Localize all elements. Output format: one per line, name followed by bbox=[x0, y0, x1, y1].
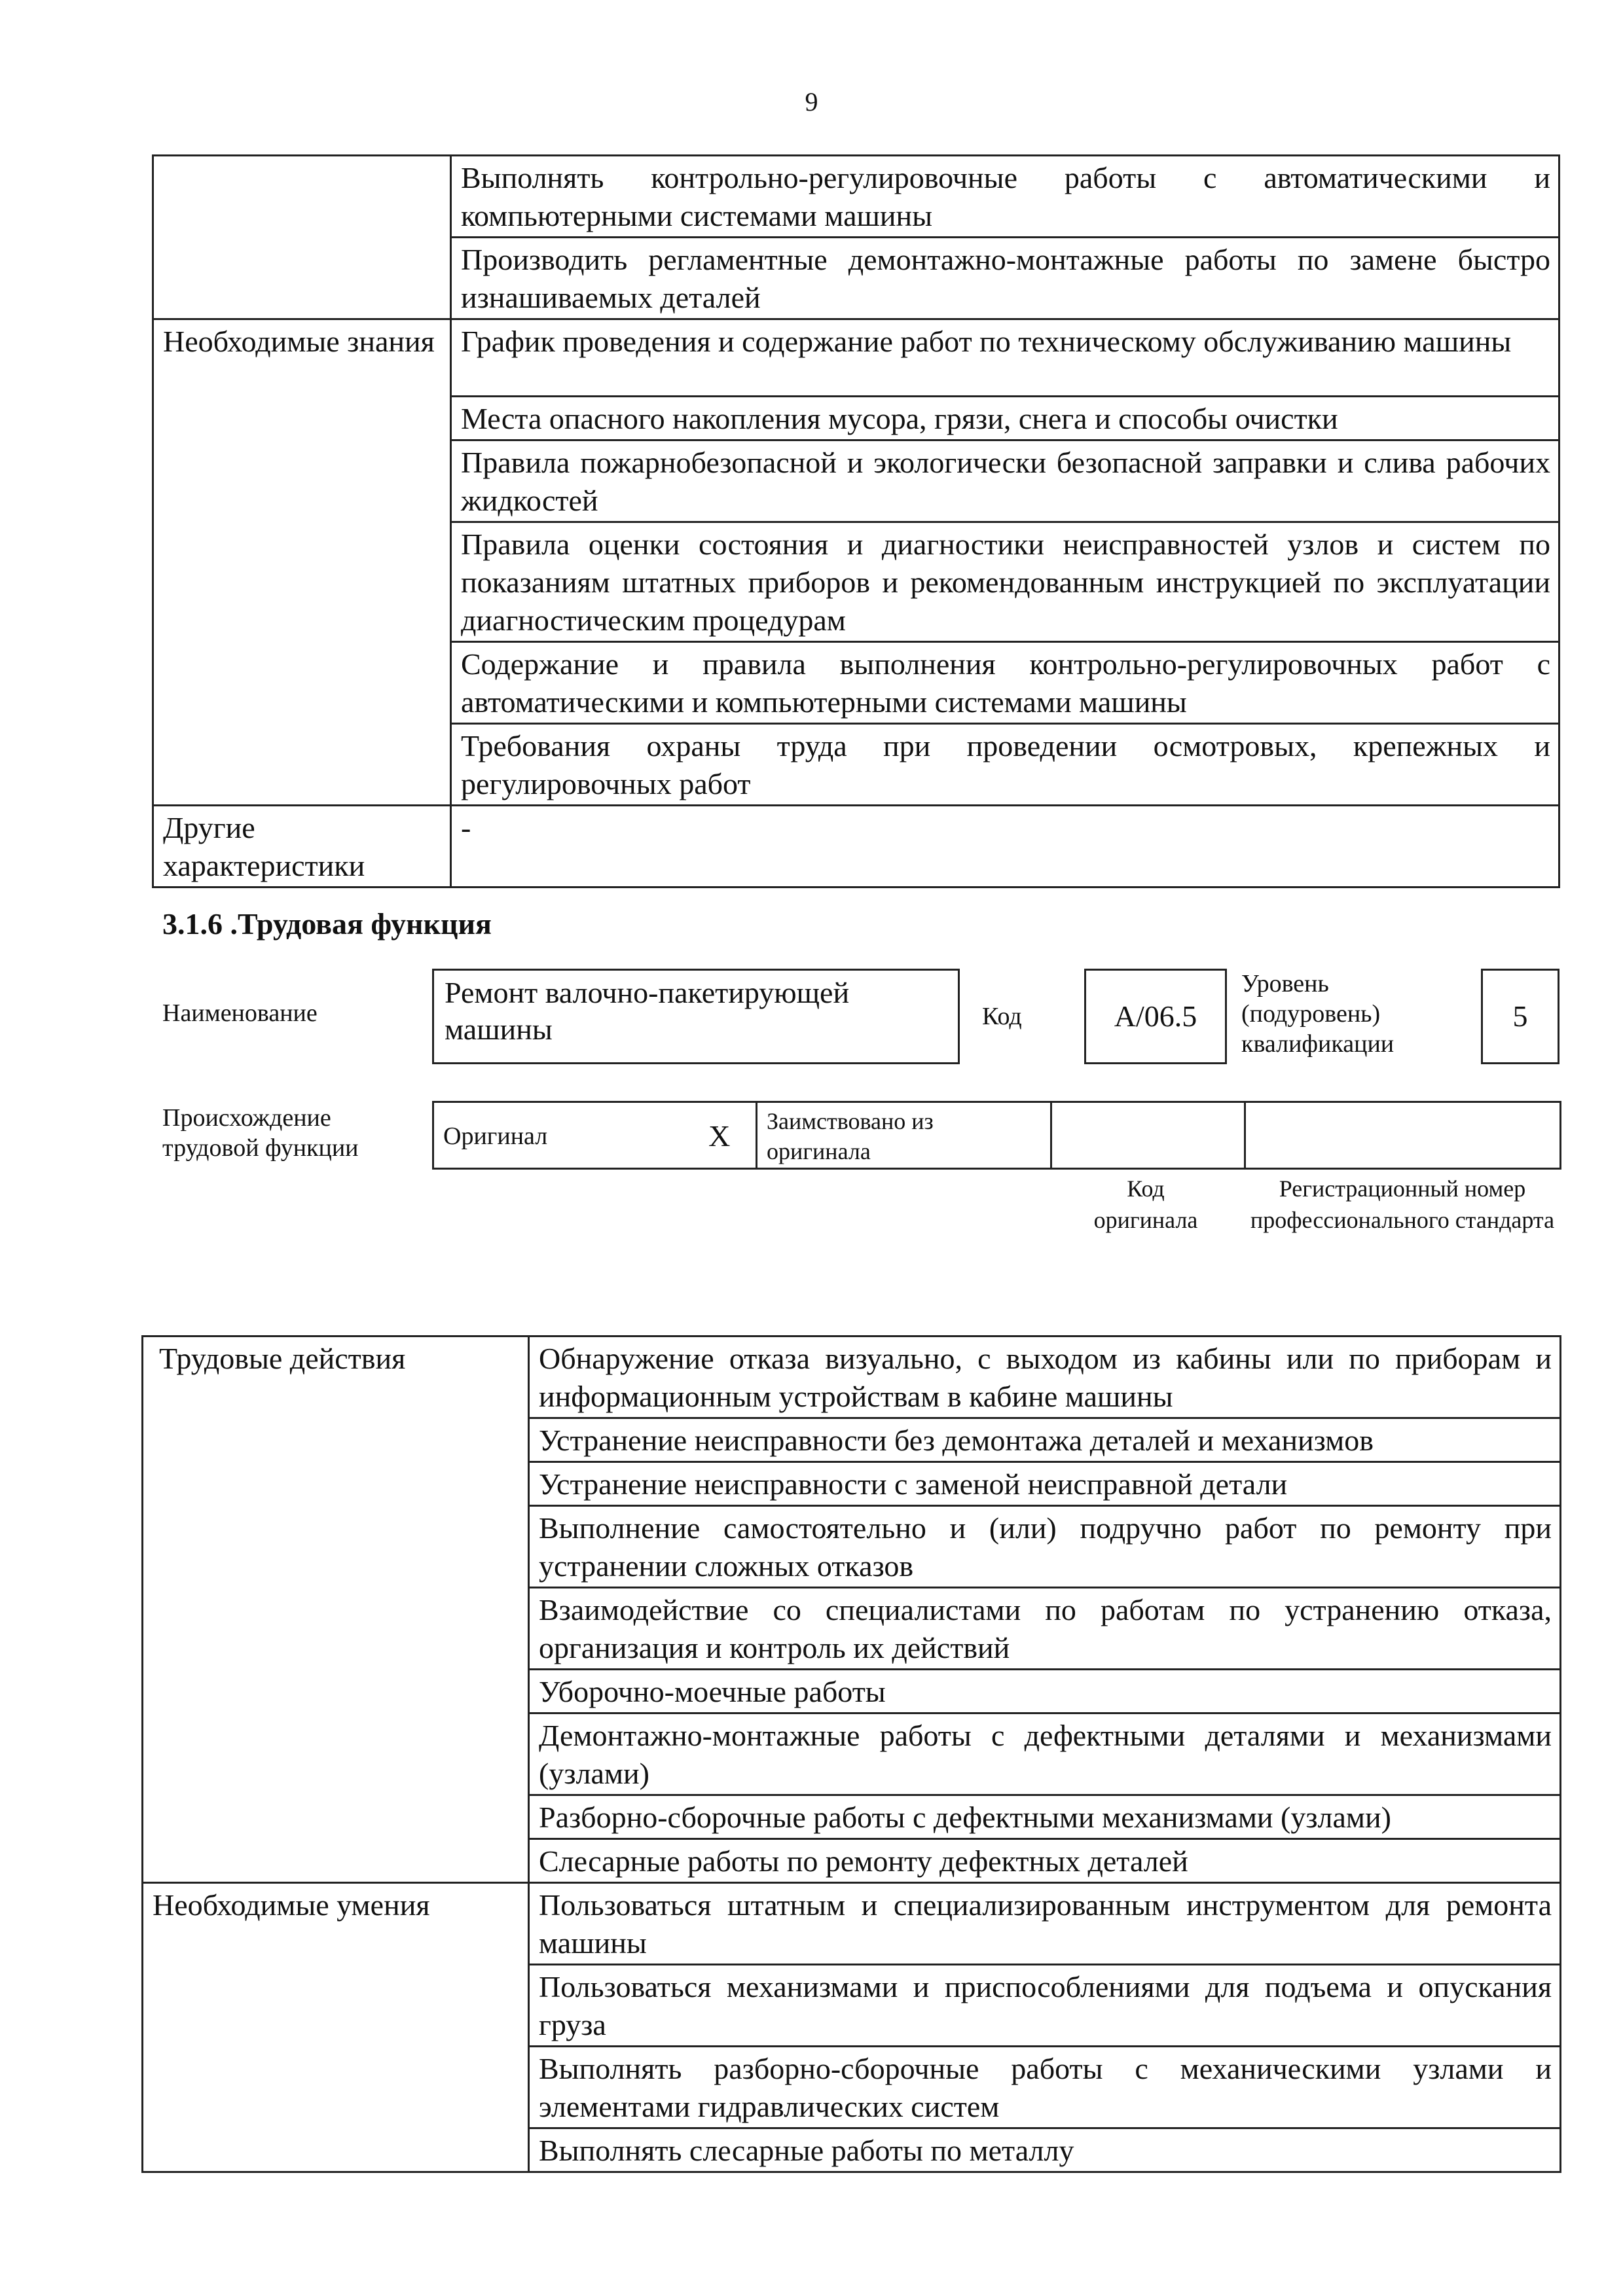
origin-label: Происхождение трудовой функции bbox=[162, 1104, 359, 1162]
table-cell: Правила оценки состояния и диагностики неисправностей узлов и систем по показаниям штатных приборов и рекомендованным инструкцией по эксплуатации диагностическим процедурам bbox=[451, 522, 1559, 642]
table-cell: График проведения и содержание работ по техническому обслуживанию машины bbox=[451, 319, 1559, 397]
table-cell: Устранение неисправности с заменой неисправной детали bbox=[529, 1462, 1561, 1506]
table-cell: Выполнять разборно-сборочные работы с механическими узлами и элементами гидравлических систем bbox=[529, 2047, 1561, 2128]
level-label: Уровень (подуровень) квалификации bbox=[1241, 970, 1395, 1058]
table-cell: Производить регламентные демонтажно-монтажные работы по замене быстро изнашиваемых деталей bbox=[451, 238, 1559, 319]
code-label: Код bbox=[982, 1003, 1022, 1030]
table-cell: Выполнять слесарные работы по металлу bbox=[529, 2128, 1561, 2172]
table-cell: Правила пожарнобезопасной и экологически безопасной заправки и слива рабочих жидкостей bbox=[451, 440, 1559, 522]
knowledge-table bbox=[152, 154, 1560, 888]
borrowed-label: Заимствовано из оригинала bbox=[757, 1102, 1051, 1169]
table-cell: Выполнять контрольно-регулировочные работы с автоматическими и компьютерными системами машины bbox=[451, 156, 1559, 238]
original-label: Оригинал bbox=[433, 1102, 682, 1169]
function-name-box bbox=[432, 969, 960, 1064]
origin-table bbox=[432, 1101, 1561, 1170]
table-cell: Демонтажно-монтажные работы с дефектными деталями и механизмами (узлами) bbox=[529, 1713, 1561, 1795]
level-box bbox=[1481, 969, 1559, 1064]
level-value: 5 bbox=[1512, 999, 1528, 1033]
table-cell: Выполнение самостоятельно и (или) подручно работ по ремонту при устранении сложных отказов bbox=[529, 1506, 1561, 1588]
table-cell: Обнаружение отказа визуально, с выходом из кабины или по приборам и информационным устройствам в кабине машины bbox=[529, 1336, 1561, 1418]
name-label: Наименование bbox=[162, 999, 318, 1027]
reg-number-cell bbox=[1245, 1102, 1561, 1169]
code-box bbox=[1084, 969, 1227, 1064]
table-cell: Содержание и правила выполнения контрольно-регулировочных работ с автоматическими и компьютерными системами машины bbox=[451, 642, 1559, 724]
other-label: Другие характеристики bbox=[153, 806, 451, 888]
knowledge-label: Необходимые знания bbox=[153, 319, 451, 806]
code-original-caption: Код оригинала bbox=[1093, 1175, 1198, 1233]
function-name: Ремонт валочно-пакетирующей машины bbox=[445, 976, 850, 1046]
table-cell: Слесарные работы по ремонту дефектных деталей bbox=[529, 1839, 1561, 1883]
table-cell: Требования охраны труда при проведении осмотровых, крепежных и регулировочных работ bbox=[451, 724, 1559, 806]
table-cell: Разборно-сборочные работы с дефектными механизмами (узлами) bbox=[529, 1795, 1561, 1839]
table-cell: Устранение неисправности без демонтажа деталей и механизмов bbox=[529, 1418, 1561, 1462]
table-cell: Пользоваться механизмами и приспособлениями для подъема и опускания груза bbox=[529, 1965, 1561, 2047]
table-cell: Пользоваться штатным и специализированным инструментом для ремонта машины bbox=[529, 1883, 1561, 1965]
empty-label-cell bbox=[153, 156, 451, 319]
table-cell: Уборочно-моечные работы bbox=[529, 1670, 1561, 1713]
table-cell: Места опасного накопления мусора, грязи, снега и способы очистки bbox=[451, 397, 1559, 440]
actions-table bbox=[141, 1335, 1561, 2173]
code-value: A/06.5 bbox=[1114, 999, 1197, 1033]
table-cell: Взаимодействие со специалистами по работам по устранению отказа, организация и контроль их действий bbox=[529, 1588, 1561, 1670]
reg-number-caption: Регистрационный номер профессионального стандарта bbox=[1250, 1175, 1555, 1233]
actions-label: Трудовые действия bbox=[143, 1336, 529, 1883]
skills-label: Необходимые умения bbox=[143, 1883, 529, 2172]
page-number: 9 bbox=[805, 87, 818, 117]
other-value: - bbox=[451, 806, 1559, 888]
section-title: 3.1.6 .Трудовая функция bbox=[162, 907, 492, 941]
original-mark: X bbox=[682, 1102, 757, 1169]
code-original-cell bbox=[1051, 1102, 1245, 1169]
